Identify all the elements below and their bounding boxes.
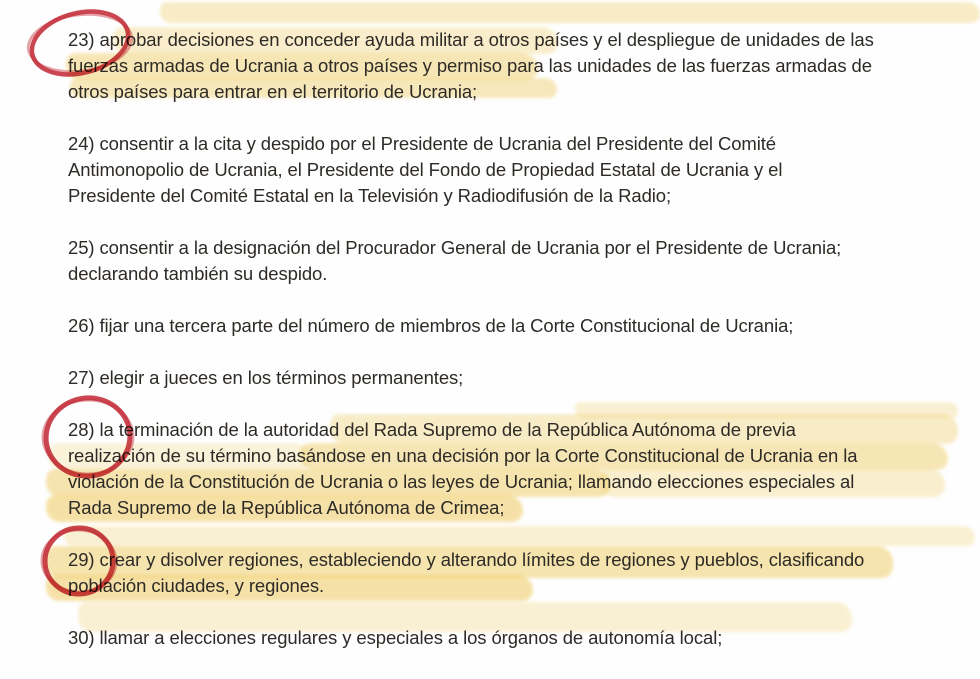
text-line: otros países para entrar en el territorio de Ucrania; <box>68 81 478 102</box>
text-line: 23) aprobar decisiones en conceder ayuda militar a otros países y el despliegue de unidades de las <box>68 29 874 50</box>
text-line: población ciudades, y regiones. <box>68 575 325 596</box>
paragraph-30 <box>68 625 722 651</box>
text-line: 24) consentir a la cita y despido por el Presidente de Ucrania del Presidente del Comité <box>68 133 776 154</box>
text-line: 26) fijar una tercera parte del número de miembros de la Corte Constitucional de Ucrania; <box>68 315 794 336</box>
text-line: 27) elegir a jueces en los términos permanentes; <box>68 367 464 388</box>
text-line: Presidente del Comité Estatal en la Televisión y Radiodifusión de la Radio; <box>68 185 672 206</box>
paragraph-27 <box>68 365 463 391</box>
text-line: Antimonopolio de Ucrania, el Presidente del Fondo de Propiedad Estatal de Ucrania y el <box>68 159 783 180</box>
paragraph-25 <box>68 235 841 287</box>
text-line: declarando también su despido. <box>68 263 328 284</box>
text-line: violación de la Constitución de Ucrania o las leyes de Ucrania; llamando elecciones especiales al <box>68 471 855 492</box>
text-line: realización de su término basándose en una decisión por la Corte Constitucional de Ucrania en la <box>68 445 858 466</box>
text-line: fuerzas armadas de Ucrania a otros países y permiso para las unidades de las fuerzas armadas de <box>68 55 872 76</box>
text-line: 30) llamar a elecciones regulares y especiales a los órganos de autonomía local; <box>68 627 723 648</box>
paragraph-24 <box>68 131 782 209</box>
paragraph-23 <box>68 27 874 105</box>
text-line: 25) consentir a la designación del Procurador General de Ucrania por el Presidente de Ucrania; <box>68 237 842 258</box>
paragraph-26 <box>68 313 793 339</box>
text-line: 28) la terminación de la autoridad del Rada Supremo de la República Autónoma de previa <box>68 419 796 440</box>
text-line: 29) crear y disolver regiones, estableciendo y alterando límites de regiones y pueblos, clasificando <box>68 549 865 570</box>
text-line: Rada Supremo de la República Autónoma de Crimea; <box>68 497 505 518</box>
paragraph-28 <box>68 417 857 521</box>
paragraph-29 <box>68 547 864 599</box>
